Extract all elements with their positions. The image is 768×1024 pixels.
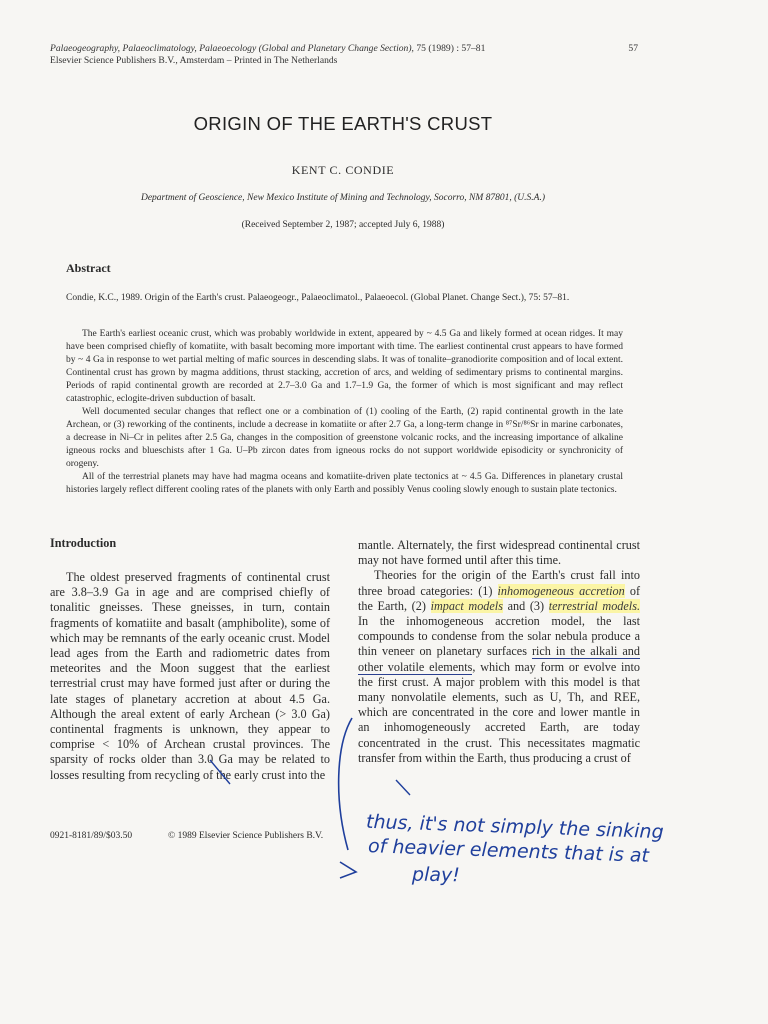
page-number: 57 — [628, 43, 638, 54]
copyright-notice: © 1989 Elsevier Science Publishers B.V. — [168, 831, 324, 841]
text-span: Theories for the origin of the Earth's crust fall into three broad categories: (1) — [358, 568, 640, 598]
journal-name: Palaeogeography, Palaeoclimatology, Palaeoecology (Global and Planetary Change Section), — [50, 43, 414, 54]
article-footer — [50, 831, 350, 841]
handwritten-note-line-2: of heavier elements that is at — [367, 835, 650, 867]
arrow-head-mark — [340, 862, 356, 878]
author-name: KENT C. CONDIE — [291, 163, 395, 177]
text-span: and (3) — [502, 598, 549, 613]
issn-price: 0921-8181/89/$03.50 — [50, 831, 133, 841]
highlight-terrestrial-models: terrestrial models. — [548, 598, 640, 613]
citation-text: Condie, K.C., 1989. Origin of the Earth's crust. Palaeogeogr., Palaeoclimatol., Palaeoecol. (Global Planet. Change Sect.), 75: 57–81. — [66, 293, 570, 303]
running-header — [50, 43, 485, 67]
intro-paragraph-right-2 — [358, 568, 640, 766]
right-column — [358, 538, 640, 766]
abstract-citation — [66, 292, 642, 305]
highlight-impact-models: impact models — [430, 598, 503, 613]
abstract-heading: Abstract — [66, 261, 111, 275]
handwritten-note-line-1: thus, it's not simply the sinking — [365, 810, 664, 844]
journal-issue: 75 (1989) : 57–81 — [416, 43, 486, 54]
text-span: In the inhomogeneous accretion model, the last compounds to condense from the solar nebula produce a thin veneer on planetary surfaces — [358, 614, 640, 659]
underline-volatile-elements: rich in the alkali and other volatile elements — [358, 644, 640, 674]
author-affiliation: Department of Geoscience, New Mexico Institute of Mining and Technology, Socorro, NM 87801, (U.S.A.) — [140, 193, 546, 203]
text-span: of the Earth, (2) — [358, 583, 640, 613]
received-dates: (Received September 2, 1987; accepted July 6, 1988) — [241, 220, 445, 230]
highlight-inhomogeneous-accretion: inhomogeneous accretion — [497, 583, 625, 598]
introduction-heading: Introduction — [50, 536, 117, 550]
handwritten-note-line-3: play! — [411, 863, 461, 887]
abstract-body — [66, 328, 623, 497]
slash-mark — [396, 780, 410, 795]
article-title: ORIGIN OF THE EARTH'S CRUST — [193, 113, 493, 134]
abstract-paragraph-1: The Earth's earliest oceanic crust, which was probably worldwide in extent, appeared by ~ 4.5 Ga and likely formed at ocean ridges. It may have been comprised chiefly of komatiite, with basalt becoming more important with time. The earliest continental crust appears to have formed by ~ 4 Ga in response to wet partial melting of mafic sources in descending slabs. It was of tonalite–granodiorite composition and of local extent. Continental crust has grown by magma additions, thrust stacking, accretion of arcs, and welding of sedimentary prisms to continental margins. Periods of rapid continental growth are recorded at 2.7–3.0 Ga and 1.7–1.9 Ga, the former of which is most significant and may reflect catastrophic, eclogite-driven subduction of basalt. — [66, 329, 623, 404]
text-span: , which may form or evolve into the first crust. A major problem with this model is that many nonvolatile elements, such as U, Th, and REE, which are concentrated in the core and lower mantle in an inhomogeneously accreted Earth, are today concentrated in the crust. This necessitates magmatic transfer from within the Earth, thus producing a crust of — [358, 659, 640, 765]
publisher-line: Elsevier Science Publishers B.V., Amsterdam – Printed in The Netherlands — [50, 55, 338, 66]
intro-paragraph-left: The oldest preserved fragments of continental crust are 3.8–3.9 Ga in age and are comprised chiefly of tonalitic gneisses. These gneisses, in turn, contain fragments of komatiite and basalt (amphibolite), some of which may be remnants of the early oceanic crust. Model lead ages from the Earth and radiometric dates from meteorites and the Moon suggest that the earliest terrestrial crust may have formed just after or during the late stages of planetary accretion at about 4.5 Ga. Although the areal extent of early Archean (> 3.0 Ga) continental fragments is unknown, they appear to comprise < 10% of Archean crustal provinces. The sparsity of rocks older than 3.0 Ga may be related to losses resulting from recycling of the early crust into the — [50, 570, 330, 782]
intro-paragraph-right-1: mantle. Alternately, the first widespread continental crust may not have formed until after this time. — [358, 538, 640, 568]
left-column — [50, 570, 330, 783]
abstract-paragraph-2: Well documented secular changes that reflect one or a combination of (1) cooling of the Earth, (2) rapid continental growth in the late Archean, or (3) reworking of the continents, include a decrease in komatiite or after 2.7 Ga, a long-term change in ⁸⁷Sr/⁸⁶Sr in marine carbonates, a decrease in Ni–Cr in pelites after 2.5 Ga, changes in the composition of greenstone volcanic rocks, and the increasing importance of alkaline igneous rocks and blueschists after 1 Ga. U–Pb zircon dates from igneous rocks do not support worldwide episodicity or synchronicity of orogeny. — [66, 407, 623, 469]
abstract-paragraph-3: All of the terrestrial planets may have had magma oceans and komatiite-driven plate tectonics at ~ 4.5 Ga. Differences in planetary crustal histories largely reflect different cooling rates of the planets with only Earth and possibly Venus cooling slowly enough to sustain plate tectonics. — [66, 472, 623, 495]
